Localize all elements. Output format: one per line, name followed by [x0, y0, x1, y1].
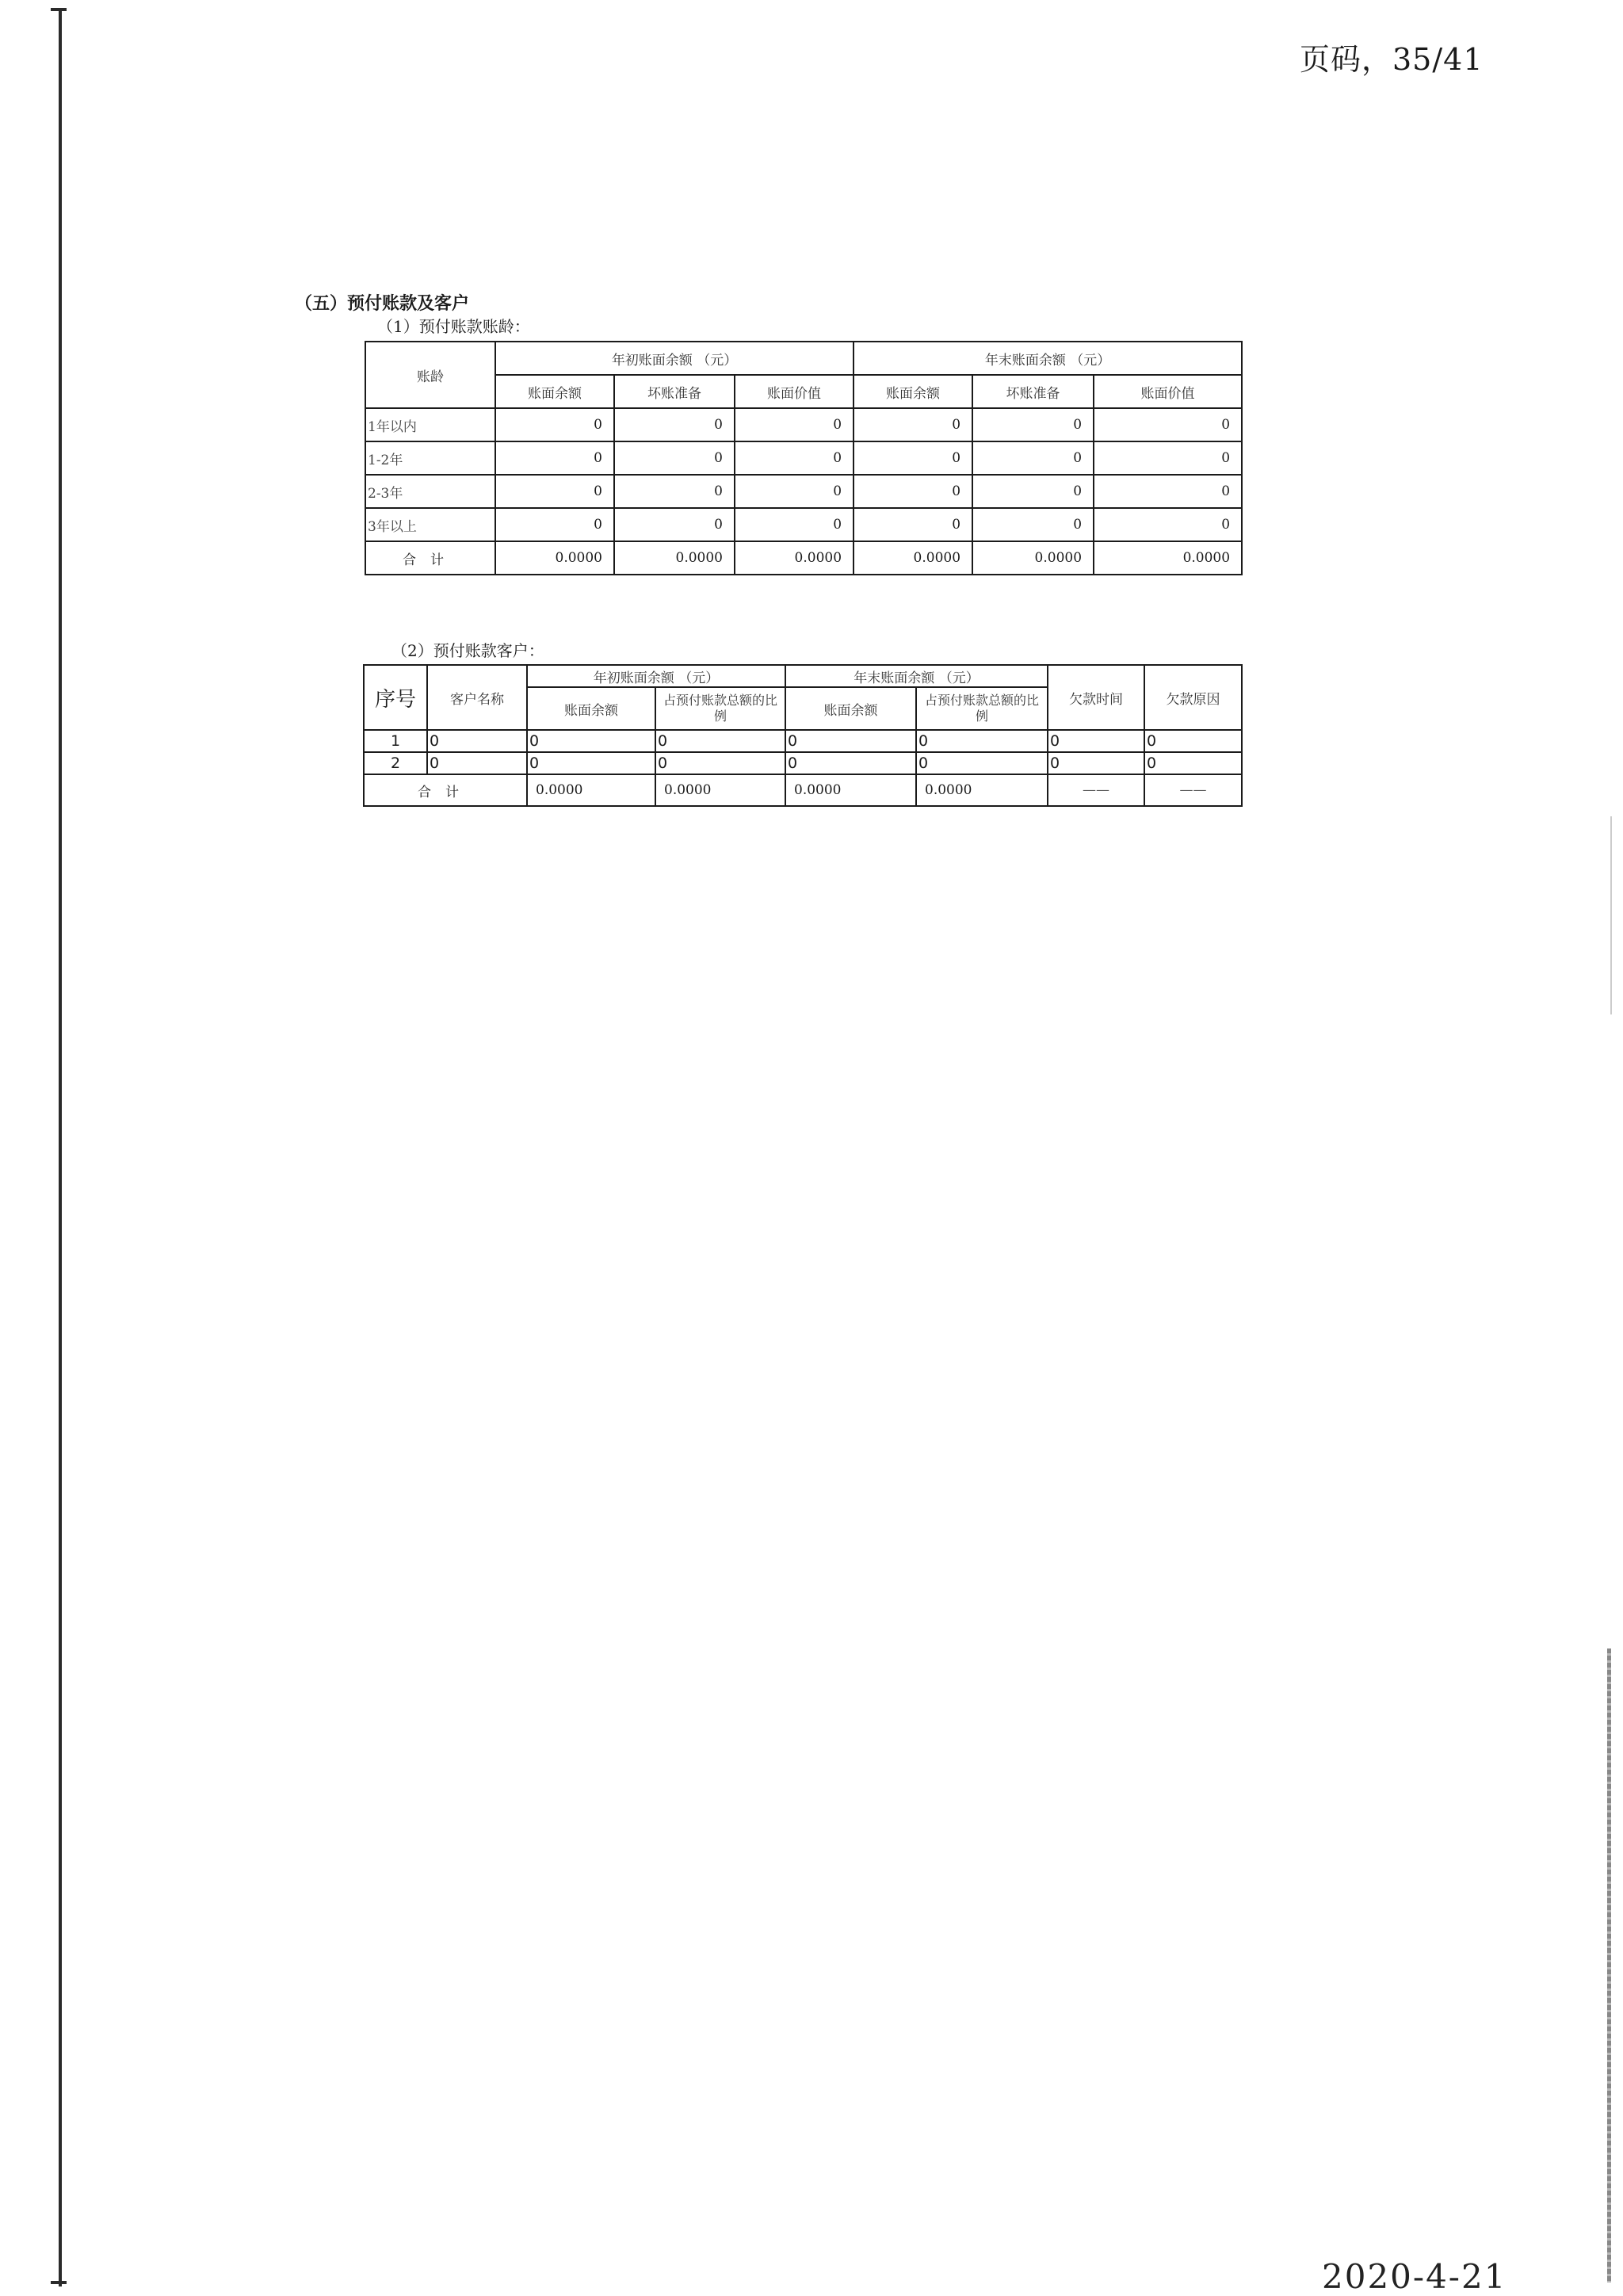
table-cell: 0	[495, 508, 614, 541]
scan-edge-artifact-upper	[1610, 816, 1612, 1014]
table-cell: 0	[735, 475, 854, 508]
table-cell: 0	[735, 508, 854, 541]
subheader-cell: 坏账准备	[972, 375, 1094, 408]
subheader-begin-balance: 账面余额	[527, 687, 655, 730]
table-cell: 0	[916, 730, 1048, 752]
table-cell: 0	[972, 441, 1094, 475]
row-seq: 2	[364, 752, 427, 774]
scan-binding-cap-top	[51, 8, 67, 11]
total-cell: 0.0000	[1094, 541, 1242, 575]
table-subheader-row	[365, 375, 1242, 408]
table-cell: 0	[614, 475, 735, 508]
table-cell: 0	[972, 508, 1094, 541]
table-cell: 0	[972, 408, 1094, 441]
subsection-title-aging: （1）预付账款账龄：	[377, 317, 530, 336]
total-cell: 0.0000	[854, 541, 972, 575]
subheader-cell: 账面价值	[735, 375, 854, 408]
total-cell: 0.0000	[785, 774, 916, 806]
table-cell: 0	[916, 752, 1048, 774]
total-cell: 0.0000	[655, 774, 785, 806]
table-total-row	[364, 774, 1242, 806]
table-row	[365, 441, 1242, 475]
subheader-cell: 账面余额	[495, 375, 614, 408]
prepayment-aging-table	[365, 341, 1243, 575]
table-row	[365, 508, 1242, 541]
row-label: 2-3年	[365, 475, 495, 508]
table-cell: 0	[735, 408, 854, 441]
total-cell: 0.0000	[972, 541, 1094, 575]
table-header-row	[364, 665, 1242, 687]
subheader-cell: 账面余额	[854, 375, 972, 408]
table-cell: 0	[427, 730, 527, 752]
table-cell: 0	[1048, 752, 1144, 774]
table-cell: 0	[1094, 508, 1242, 541]
table-cell: 0	[1094, 408, 1242, 441]
table-cell: 0	[495, 408, 614, 441]
header-begin-balance: 年初账面余额 （元）	[495, 342, 854, 375]
subsection-title-customers: （2）预付账款客户：	[391, 641, 544, 660]
header-begin-balance: 年初账面余额 （元）	[527, 665, 785, 687]
table-cell: 0	[972, 475, 1094, 508]
table-cell: 0	[1094, 441, 1242, 475]
table-cell: 0	[735, 441, 854, 475]
table-cell: 0	[1094, 475, 1242, 508]
table-cell: 0	[527, 752, 655, 774]
header-end-balance: 年末账面余额 （元）	[785, 665, 1048, 687]
scan-binding-line	[59, 8, 62, 2286]
subheader-begin-ratio: 占预付账款总额的比例	[655, 687, 785, 730]
table-cell: 0	[495, 441, 614, 475]
table-total-row	[365, 541, 1242, 575]
header-aging: 账龄	[365, 342, 495, 408]
row-seq: 1	[364, 730, 427, 752]
scan-binding-cap-bottom	[51, 2281, 67, 2284]
table-cell: 0	[655, 752, 785, 774]
scan-edge-artifact	[1607, 1648, 1611, 2283]
table-cell: 0	[495, 475, 614, 508]
table-row	[365, 475, 1242, 508]
total-cell: 0.0000	[527, 774, 655, 806]
table-cell: 0	[854, 475, 972, 508]
table-cell: 0	[427, 752, 527, 774]
subheader-end-ratio: 占预付账款总额的比例	[916, 687, 1048, 730]
table-cell: 0	[614, 508, 735, 541]
header-seq: 序号	[364, 665, 427, 730]
header-owed-reason: 欠款原因	[1144, 665, 1242, 730]
table-cell: 0	[527, 730, 655, 752]
table-cell: 0	[1144, 730, 1242, 752]
table-cell: 0	[655, 730, 785, 752]
table-row	[364, 730, 1242, 752]
total-label: 合计	[364, 774, 527, 806]
header-owed-time: 欠款时间	[1048, 665, 1144, 730]
header-end-balance: 年末账面余额 （元）	[854, 342, 1242, 375]
total-cell-dash: ——	[1048, 774, 1144, 806]
bottom-date: 2020-4-21	[1322, 2257, 1507, 2296]
table-cell: 0	[1144, 752, 1242, 774]
prepayment-customer-table	[363, 664, 1243, 807]
subheader-cell: 坏账准备	[614, 375, 735, 408]
row-label: 1年以内	[365, 408, 495, 441]
table-cell: 0	[854, 408, 972, 441]
section-title: （五）预付账款及客户	[295, 294, 470, 314]
total-label: 合计	[365, 541, 495, 575]
table-cell: 0	[614, 408, 735, 441]
table-header-row	[365, 342, 1242, 375]
row-label: 1-2年	[365, 441, 495, 475]
table-cell: 0	[785, 752, 916, 774]
table-row	[365, 408, 1242, 441]
total-cell: 0.0000	[735, 541, 854, 575]
page-number: 页码，35/41	[1300, 42, 1484, 77]
total-cell-dash: ——	[1144, 774, 1242, 806]
subheader-cell: 账面价值	[1094, 375, 1242, 408]
total-cell: 0.0000	[916, 774, 1048, 806]
table-cell: 0	[614, 441, 735, 475]
row-label: 3年以上	[365, 508, 495, 541]
header-customer-name: 客户名称	[427, 665, 527, 730]
table-cell: 0	[1048, 730, 1144, 752]
table-cell: 0	[854, 508, 972, 541]
subheader-end-balance: 账面余额	[785, 687, 916, 730]
total-cell: 0.0000	[495, 541, 614, 575]
table-cell: 0	[854, 441, 972, 475]
table-cell: 0	[785, 730, 916, 752]
total-cell: 0.0000	[614, 541, 735, 575]
table-row	[364, 752, 1242, 774]
